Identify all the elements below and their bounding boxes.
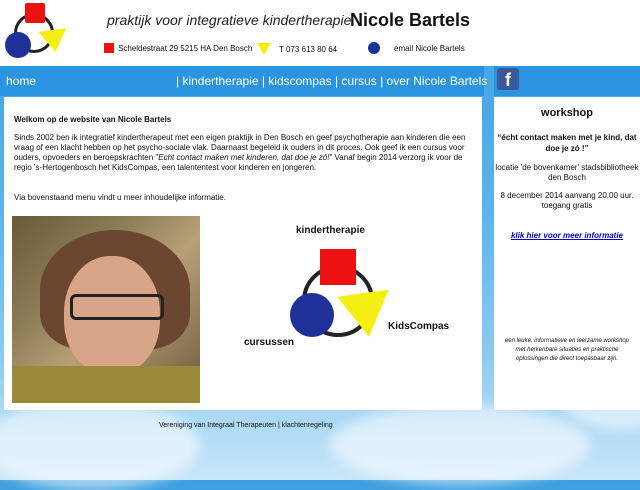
blue-circle-icon	[368, 42, 380, 54]
diagram-label-kidscompas: KidsCompas	[388, 321, 450, 332]
phone-text: T 073 613 80 64	[279, 44, 338, 54]
logo-yellow-triangle	[39, 28, 70, 54]
cloud-decoration	[330, 405, 590, 485]
brand-name: Nicole Bartels	[350, 10, 471, 30]
main-navigation	[0, 66, 488, 96]
workshop-description: een leuke, informatieve en leerzame workshop met herkenbare situaties en praktische oplossingen die direct toepasbaar zijn.	[504, 338, 630, 362]
diagram-red-square	[320, 249, 356, 285]
nav-home[interactable]: home	[6, 74, 37, 88]
diagram-blue-circle	[290, 293, 334, 337]
diagram-label-kindertherapie: kindertherapie	[296, 225, 365, 236]
welcome-heading: Welkom op de website van Nicole Bartels	[14, 115, 172, 124]
workshop-sidebar	[494, 97, 640, 410]
menu-note: Via bovenstaand menu vindt u meer inhoudelijke informatie.	[14, 193, 226, 202]
logo-red-square	[25, 3, 45, 23]
red-square-icon	[104, 43, 114, 53]
facebook-icon[interactable]: f	[497, 68, 519, 90]
email-link[interactable]: email Nicole Bartels	[394, 43, 465, 53]
cloud-decoration	[0, 400, 200, 490]
address-item	[104, 43, 252, 53]
workshop-location: locatie 'de bovenkamer' stadsbibliotheek den Bosch	[495, 163, 639, 182]
diagram-label-cursussen: cursussen	[244, 337, 295, 348]
logo-blue-circle	[5, 32, 31, 58]
phone-item	[257, 43, 337, 55]
workshop-date: 8 december 2014 aanvang 20.00 uur. toegang gratis	[500, 191, 634, 210]
email-item[interactable]	[368, 42, 465, 54]
intro-paragraph	[14, 133, 472, 173]
diagram-yellow-triangle	[337, 290, 395, 341]
intro-text-end: " Vanaf begin 2014 verzorg ik voor de regio 's-Hertogenbosch het KidsCompas, een talententest voor kinderen en jongeren.	[14, 153, 463, 172]
intro-text-start: Sinds 2002 ben ik integratief kindertherapeut met een eigen praktijk in Den Bosch en geef psychotherapie aan kinderen die een vraag of een klacht hebben op het psycho-sociale vlak. Daarnaast begeleid ik ouders in dit proces. Ook geef ik een cursus voor ouders, opvoeders en beroepskrachten "	[14, 133, 466, 162]
site-tagline: praktijk voor integratieve kindertherapie	[107, 12, 352, 28]
workshop-title: workshop	[541, 107, 593, 119]
intro-course-title: Echt contact maken met kinderen, dat doe je zó!	[158, 153, 330, 162]
header	[0, 0, 640, 66]
footer-links[interactable]: Vereniging van Integraal Therapeuten | klachtenregeling	[159, 422, 333, 429]
workshop-info-link[interactable]: klik hier voor meer informatie	[510, 231, 624, 240]
photo-shirt	[12, 366, 200, 403]
workshop-quote: “écht contact maken met je kind, dat doe je zó !”	[497, 133, 637, 153]
photo-glasses	[70, 294, 164, 320]
address-text: Scheldestraat 29 5215 HA Den Bosch	[118, 43, 253, 53]
yellow-triangle-icon	[257, 43, 271, 55]
portrait-photo	[12, 216, 200, 403]
services-diagram	[240, 225, 472, 355]
main-content	[4, 97, 482, 410]
nav-links[interactable]: | kindertherapie | kidscompas | cursus | over Nicole Bartels	[176, 74, 488, 88]
